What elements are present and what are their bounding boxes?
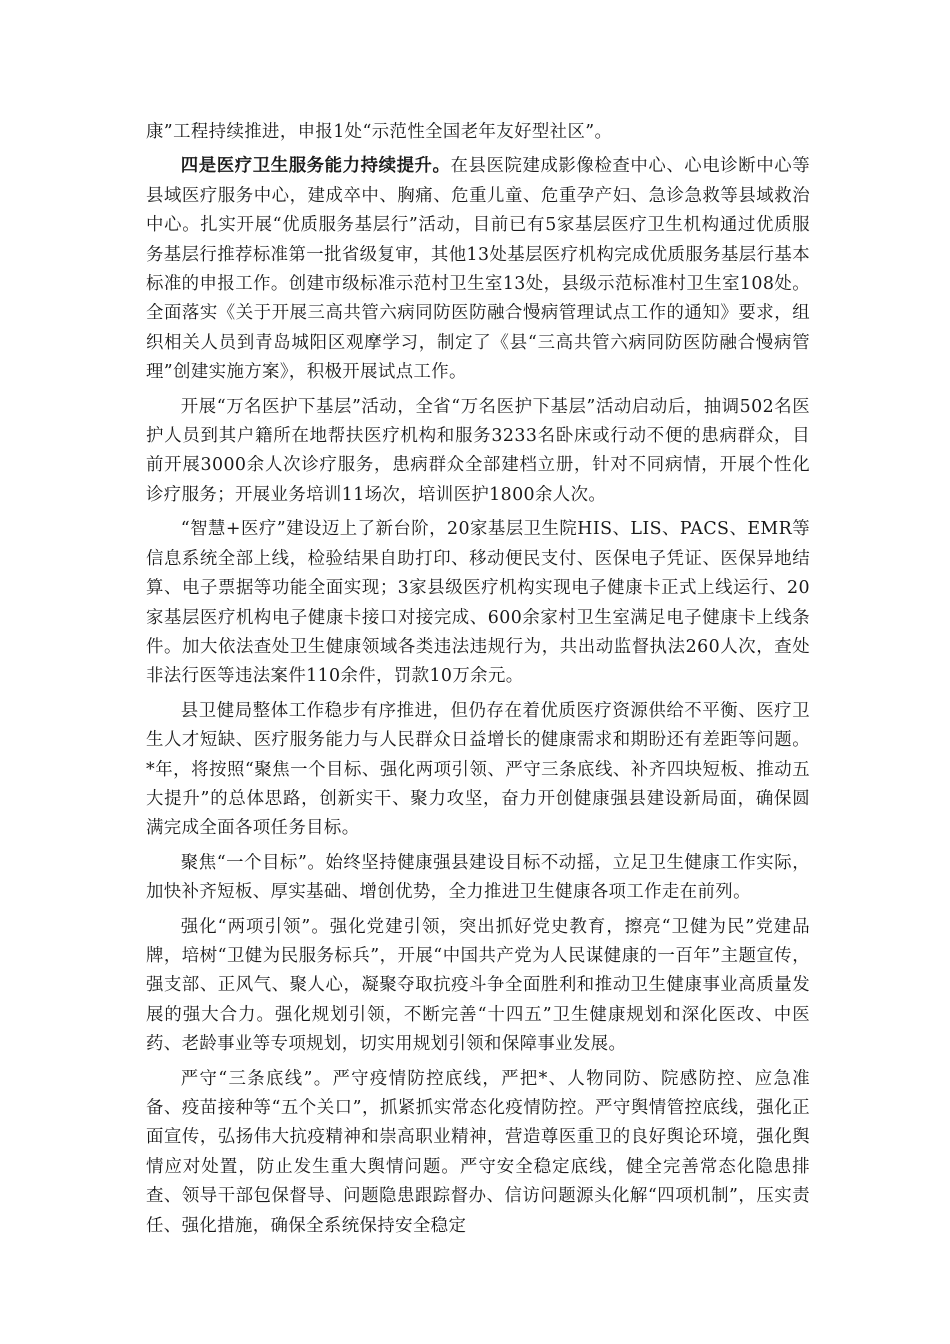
paragraph-smart-healthcare <box>146 515 810 691</box>
paragraph-continued <box>146 118 810 147</box>
paragraph-text: 县卫健局整体工作稳步有序推进，但仍存在着优质医疗资源供给不平衡、医疗卫生人才短缺、医疗服务能力与人民群众日益增长的健康需求和期盼还有差距等问题。*年，将按照“聚焦一个目标、强化两项引领、严守三条底线、补齐四块短板、推动五大提升”的总体思路，创新实干、聚力攻坚，奋力开创健康强县建设新局面，确保圆满完成全面各项任务目标。 <box>146 700 810 839</box>
paragraph-text: 严守“三条底线”。严守疫情防控底线，严把*、人物同防、院感防控、应急准备、疫苗接种等“五个关口”，抓紧抓实常态化疫情防控。严守舆情管控底线，强化正面宣传，弘扬伟大抗疫精神和崇高职业精神，营造尊医重卫的良好舆论环境，强化舆情应对处置，防止发生重大舆情问题。严守安全稳定底线，健全完善常态化隐患排查、领导干部包保督导、问题隐患跟踪督办、信访问题源头化解“四项机制”，压实责任、强化措施，确保全系统保持安全稳定 <box>146 1068 810 1236</box>
paragraph-text: “智慧+医疗”建设迈上了新台阶，20家基层卫生院HIS、LIS、PACS、EMR等信息系统全部上线，检验结果自助打印、移动便民支付、医保电子凭证、医保异地结算、电子票据等功能全面实现；3家县级医疗机构实现电子健康卡正式上线运行、20家基层医疗机构电子健康卡接口对接完成、600余家村卫生室满足电子健康卡上线条件。加大依法查处卫生健康领域各类违法违规行为，共出动监督执法260人次，查处非法行医等违法案件110余件，罚款10万余元。 <box>146 519 810 687</box>
paragraph-problems-and-plan <box>146 697 810 844</box>
paragraph-one-goal <box>146 849 810 908</box>
paragraph-three-bottom-lines <box>146 1065 810 1241</box>
paragraph-lead-heading: 四是医疗卫生服务能力持续提升。 <box>180 156 451 177</box>
paragraph-text: 聚焦“一个目标”。始终坚持健康强县建设目标不动摇，立足卫生健康工作实际，加快补齐短板、厚实基础、增创优势，全力推进卫生健康各项工作走在前列。 <box>146 852 810 903</box>
paragraph-doctors-to-grassroots <box>146 393 810 511</box>
paragraph-medical-capacity <box>146 152 810 387</box>
paragraph-text: 在县医院建成影像检查中心、心电诊断中心等县域医疗服务中心，建成卒中、胸痛、危重儿童、危重孕产妇、急诊急救等县域救治中心。扎实开展“优质服务基层行”活动，目前已有5家基层医疗卫生机构通过优质服务基层行推荐标准第一批省级复审，其他13处基层医疗机构完成优质服务基层行基本标准的申报工作。创建市级标准示范村卫生室13处，县级示范标准村卫生室108处。全面落实《关于开展三高共管六病同防医防融合慢病管理试点工作的通知》要求，组织相关人员到青岛城阳区观摩学习，制定了《县“三高共管六病同防医防融合慢病管理”创建实施方案》，积极开展试点工作。 <box>146 156 810 383</box>
paragraph-text: 开展“万名医护下基层”活动，全省“万名医护下基层”活动启动后，抽调502名医护人员到其户籍所在地帮扶医疗机构和服务3233名卧床或行动不便的患病群众，目前开展3000余人次诊疗服务，患病群众全部建档立册，针对不同病情，开展个性化诊疗服务；开展业务培训11场次，培训医护1800余人次。 <box>146 396 810 505</box>
paragraph-text: 强化“两项引领”。强化党建引领，突出抓好党史教育，擦亮“卫健为民”党建品牌，培树“卫健为民服务标兵”，开展“中国共产党为人民谋健康的一百年”主题宣传，强支部、正风气、聚人心，凝聚夺取抗疫斗争全面胜利和推动卫生健康事业高质量发展的强大合力。强化规划引领，不断完善“十四五”卫生健康规划和深化医改、中医药、老龄事业等专项规划，切实用规划引领和保障事业发展。 <box>146 916 810 1055</box>
paragraph-text: 康”工程持续推进，申报1处“示范性全国老年友好型社区”。 <box>146 122 613 142</box>
paragraph-two-leads <box>146 913 810 1060</box>
document-body <box>146 118 810 1246</box>
